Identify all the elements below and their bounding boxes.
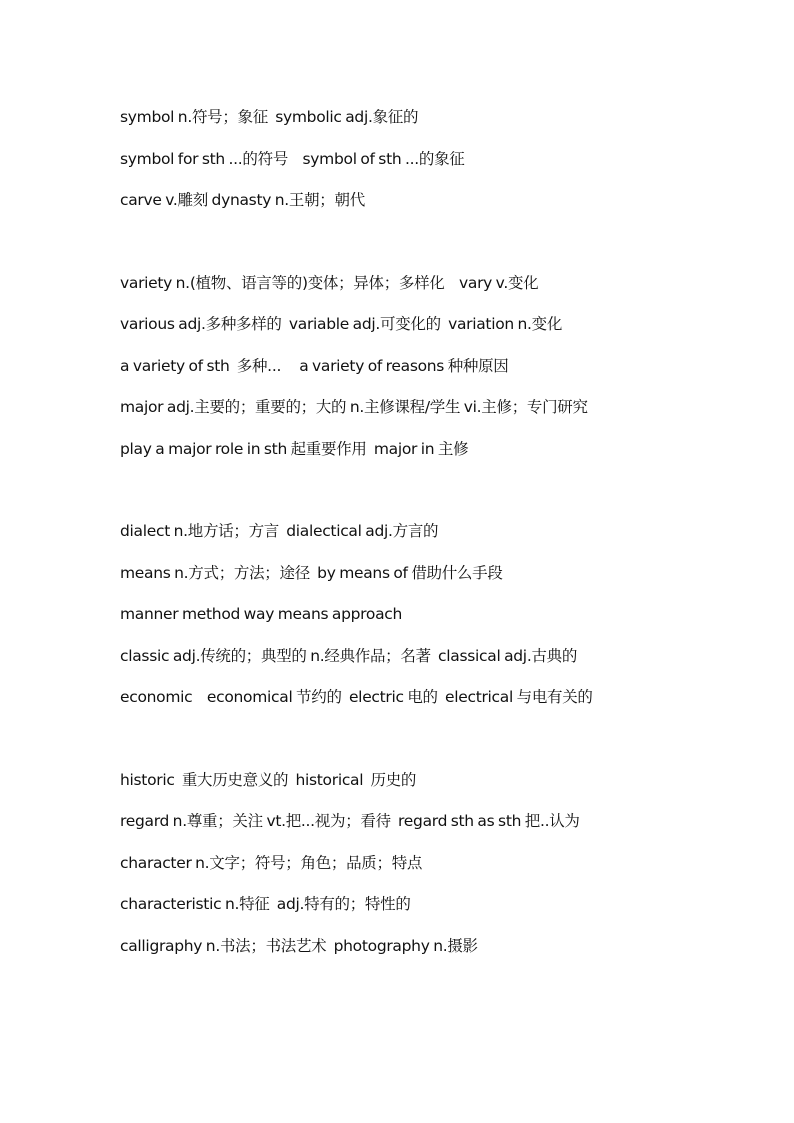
- vocab-line: various adj.多种多样的 variable adj.可变化的 variation n.变化: [120, 315, 563, 333]
- document-page: [120, 104, 760, 974]
- vocab-line: symbol for sth ...的符号 symbol of sth ...的象征: [120, 149, 465, 168]
- vocab-group-3: [120, 518, 760, 726]
- vocab-line: manner method way means approach: [120, 605, 403, 623]
- vocab-line: carve v.雕刻 dynasty n.王朝；朝代: [120, 191, 365, 209]
- vocab-line: play a major role in sth 起重要作用 major in 主修: [120, 439, 469, 458]
- vocab-line: means n.方式；方法；途径 by means of 借助什么手段: [120, 563, 503, 582]
- vocab-line: symbol n.符号；象征 symbolic adj.象征的: [120, 108, 419, 126]
- vocab-line: historic 重大历史意义的 historical 历史的: [120, 770, 417, 789]
- vocab-line: classic adj.传统的；典型的 n.经典作品；名著 classical adj.古典的: [120, 646, 578, 665]
- vocab-group-4: [120, 767, 760, 975]
- vocab-line: variety n.(植物、语言等的)变体；异体；多样化 vary v.变化: [120, 273, 539, 292]
- vocab-line: regard n.尊重；关注 vt.把...视为；看待 regard sth as sth 把..认为: [120, 812, 580, 830]
- vocab-line: character n.文字；符号；角色；品质；特点: [120, 853, 423, 872]
- vocab-line: a variety of sth 多种... a variety of reasons 种种原因: [120, 356, 509, 375]
- vocab-line: calligraphy n.书法；书法艺术 photography n.摄影: [120, 936, 478, 955]
- vocab-group-2: [120, 270, 760, 478]
- vocab-group-1: [120, 104, 760, 229]
- vocab-line: economic economical 节约的 electric 电的 electrical 与电有关的: [120, 688, 593, 706]
- vocab-line: dialect n.地方话；方言 dialectical adj.方言的: [120, 522, 439, 540]
- vocab-line: characteristic n.特征 adj.特有的；特性的: [120, 895, 411, 913]
- vocab-line: major adj.主要的；重要的；大的 n.主修课程/学生 vi.主修；专门研究: [120, 398, 588, 416]
